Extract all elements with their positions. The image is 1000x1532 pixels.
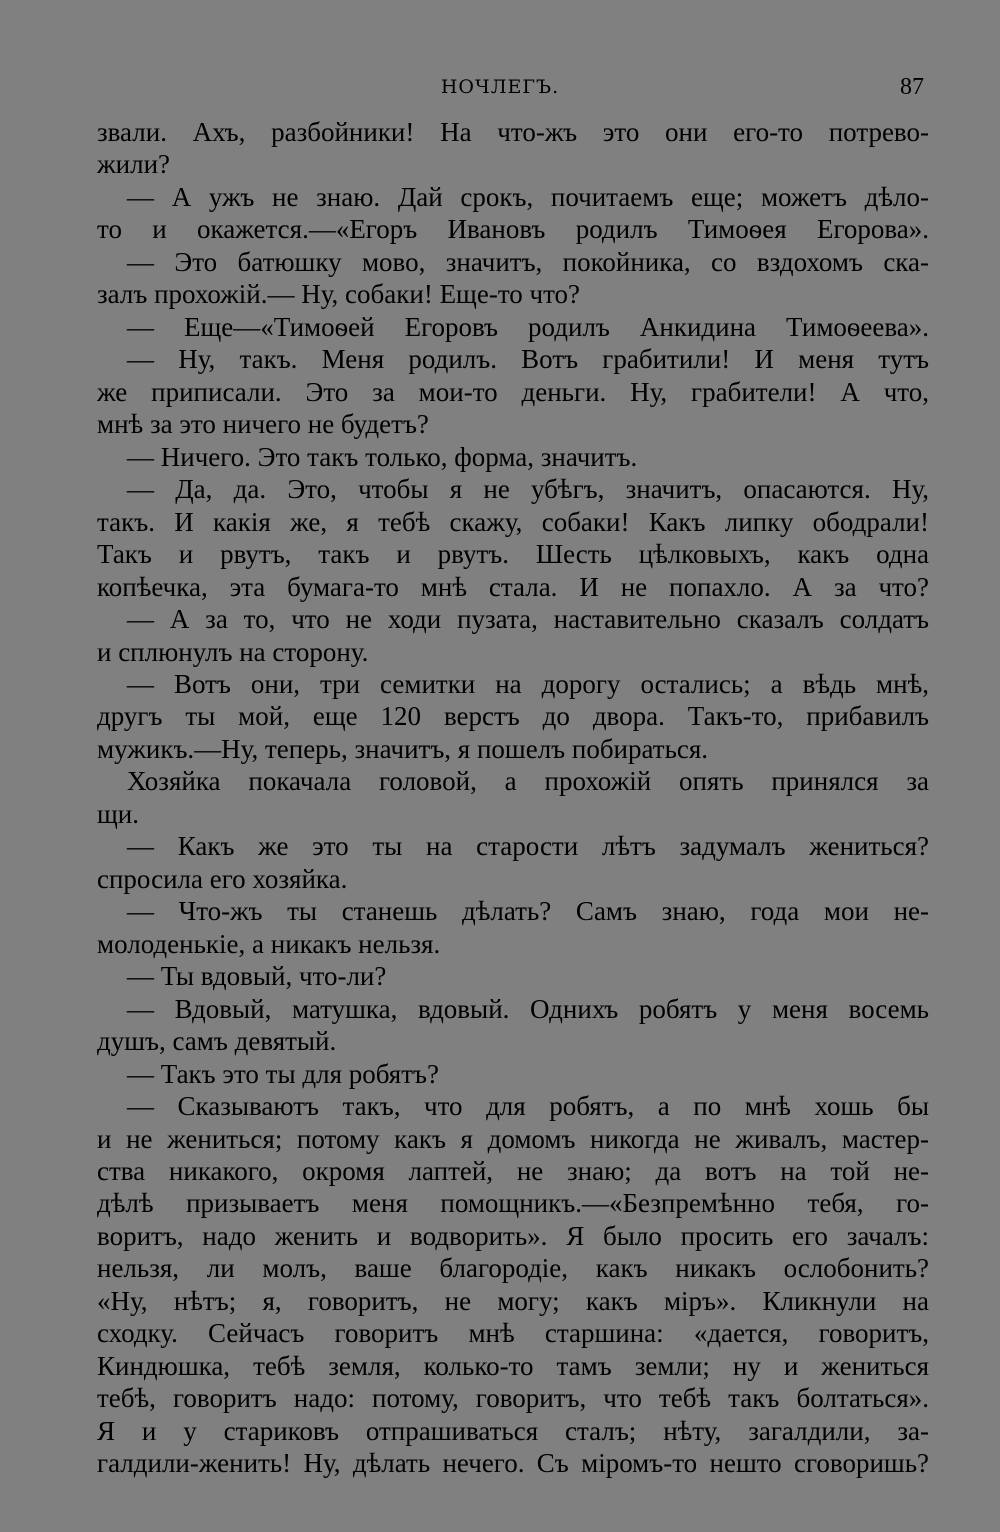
text-line: тебѣ, говоритъ надо: потому, говоритъ, что тебѣ такъ болтаться». [97, 1383, 929, 1414]
text-line: — Сказываютъ такъ, что для робятъ, а по мнѣ хошь бы [127, 1091, 929, 1122]
running-head [0, 70, 1000, 104]
text-line: ства никакого, окромя лаптей, не знаю; да вотъ на той не- [97, 1156, 929, 1186]
text-line: — А за то, что не ходи пузата, наставительно сказалъ солдатъ [127, 604, 929, 635]
text-line: молоденькіе, а никакъ нельзя. [97, 928, 441, 959]
text-line: — Да, да. Это, чтобы я не убѣгъ, значитъ, опасаются. Ну, [127, 474, 929, 505]
text-line: копѣечка, эта бумага-то мнѣ стала. И не попахло. А за что? [97, 571, 929, 602]
text-line: воритъ, надо женить и водворить». Я было просить его зачалъ: [97, 1220, 929, 1251]
text-line: — Еще—«Тимоѳей Егоровъ родилъ Анкидина Тимоѳеева». [127, 311, 929, 342]
text-line: душъ, самъ девятый. [97, 1026, 337, 1057]
text-line: Я и у стариковъ отпрашиваться сталъ; нѣту, загалдили, за- [97, 1415, 929, 1446]
text-line: щи. [97, 798, 139, 829]
text-line: звали. Ахъ, разбойники! На что-жъ это они его-то потрево- [97, 117, 929, 147]
text-line: жили? [97, 149, 171, 180]
text-line: Хозяйка покачала головой, а прохожій опять принялся за [127, 766, 929, 797]
text-line: такъ. И какія же, я тебѣ скажу, собаки! Какъ липку ободрали! [97, 506, 929, 537]
text-line: — Вотъ они, три семитки на дорогу остались; а вѣдь мнѣ, [127, 668, 929, 699]
text-line: — Вдовый, матушка, вдовый. Однихъ робятъ у меня восемь [127, 993, 929, 1024]
running-title: НОЧЛЕГЪ. [440, 76, 560, 98]
text-line: — Какъ же это ты на старости лѣтъ задумалъ жениться? [127, 831, 929, 862]
text-line: мужикъ.—Ну, теперь, значитъ, я пошелъ побираться. [97, 733, 709, 764]
text-line: и сплюнулъ на сторону. [97, 636, 369, 667]
text-line: — Такъ это ты для робятъ? [127, 1058, 439, 1089]
text-line: Киндюшка, тебѣ земля, колько-то тамъ земли; ну и жениться [97, 1350, 929, 1381]
text-line: же приписали. Это за мои-то деньги. Ну, грабители! А что, [97, 376, 929, 407]
text-line: нельзя, ли молъ, ваше благородіе, какъ никакъ ослобонить? [97, 1253, 929, 1284]
text-line: дѣлѣ призываетъ меня помощникъ.—«Безпремѣнно тебя, го- [97, 1188, 929, 1219]
text-line: — Ну, такъ. Меня родилъ. Вотъ грабитили! И меня тутъ [127, 344, 929, 375]
text-line: — Это батюшку мово, значитъ, покойника, со вздохомъ ска- [127, 246, 929, 277]
text-line: — Что-жъ ты станешь дѣлать? Самъ знаю, года мои не- [127, 896, 929, 927]
body-text [97, 116, 929, 1480]
text-line: — А ужъ не знаю. Дай срокъ, почитаемъ еще; можетъ дѣло- [127, 181, 929, 212]
text-line: — Ничего. Это такъ только, форма, значитъ. [127, 441, 638, 472]
text-line: другъ ты мой, еще 120 верстъ до двора. Такъ-то, прибавилъ [97, 701, 929, 732]
text-line: сходку. Сейчасъ говоритъ мнѣ старшина: «дается, говоритъ, [97, 1318, 929, 1349]
text-line: спросила его хозяйка. [97, 863, 348, 894]
page-number: 87 [900, 74, 924, 100]
text-line: «Ну, нѣтъ; я, говоритъ, не могу; какъ міръ». Кликнули на [97, 1285, 929, 1316]
text-line: и не жениться; потому какъ я домомъ никогда не живалъ, мастер- [97, 1123, 929, 1154]
text-line: залъ прохожій.— Ну, собаки! Еще-то что? [97, 279, 581, 310]
text-line: мнѣ за это ничего не будетъ? [97, 409, 429, 440]
text-line: Такъ и рвутъ, такъ и рвутъ. Шесть цѣлковыхъ, какъ одна [97, 539, 929, 570]
text-line: то и окажется.—«Егоръ Ивановъ родилъ Тимоѳея Егорова». [97, 214, 929, 245]
text-line: — Ты вдовый, что-ли? [127, 961, 387, 992]
text-line: галдили-женить! Ну, дѣлать нечего. Съ міромъ-то нешто сговоришь? [97, 1448, 929, 1479]
